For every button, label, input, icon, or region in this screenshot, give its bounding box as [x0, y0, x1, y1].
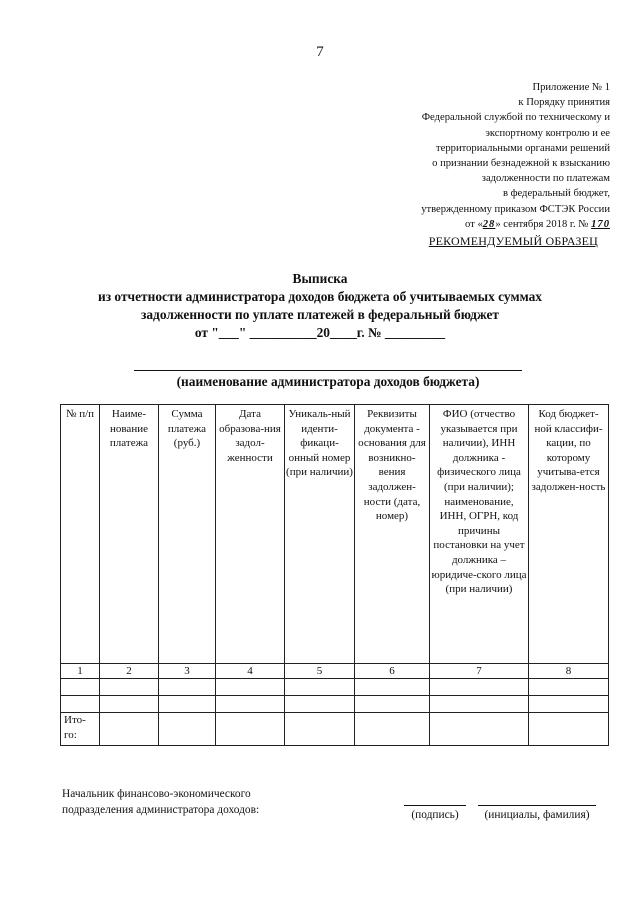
- table-cell: [430, 679, 529, 696]
- date-middle: » сентября 2018 г. №: [495, 218, 592, 230]
- table-cell: [159, 696, 216, 713]
- table-header-row: [61, 405, 609, 664]
- table-cell: [61, 679, 100, 696]
- handwritten-day: 28: [482, 218, 496, 230]
- appendix-block: [360, 80, 610, 232]
- table-total-row: [61, 713, 609, 746]
- column-number: 2: [100, 664, 159, 679]
- table-cell: [216, 713, 285, 746]
- column-number: 5: [285, 664, 355, 679]
- table-cell: [159, 679, 216, 696]
- table-cell: [159, 713, 216, 746]
- table-cell: [100, 713, 159, 746]
- title-line-1: Выписка: [292, 271, 348, 286]
- appendix-line: в федеральный бюджет,: [502, 188, 610, 200]
- page-number: 7: [316, 44, 324, 60]
- table-cell: [285, 713, 355, 746]
- appendix-line: Приложение № 1: [532, 82, 610, 93]
- table-cell: [216, 696, 285, 713]
- name-caption: (инициалы, фамилия): [484, 809, 590, 821]
- table-numbering-row: [61, 664, 609, 679]
- header-cell: Реквизиты документа - основания для возникно-вения задолжен-ности (дата, номер): [355, 405, 430, 664]
- admin-name-line: [134, 370, 522, 371]
- table-cell: [61, 696, 100, 713]
- column-number: 8: [529, 664, 609, 679]
- table-cell: [529, 713, 609, 746]
- table-cell: [355, 679, 430, 696]
- title-line-4: от "___" __________20____г. № _________: [194, 325, 446, 340]
- table-cell: [529, 679, 609, 696]
- column-number: 7: [430, 664, 529, 679]
- table-cell: [216, 679, 285, 696]
- column-number: 4: [216, 664, 285, 679]
- table-cell: [285, 679, 355, 696]
- handwritten-order-number: 170: [591, 218, 610, 230]
- recommended-sample-label: РЕКОМЕНДУЕМЫЙ ОБРАЗЕЦ: [428, 234, 598, 248]
- appendix-line: экспортному контролю и ее: [485, 127, 610, 139]
- appendix-line: территориальными органами решений: [436, 142, 610, 154]
- total-label: Ито-го:: [61, 713, 100, 746]
- signature-line: [404, 805, 466, 806]
- table-cell: [100, 696, 159, 713]
- table-cell: [100, 679, 159, 696]
- column-number: 3: [159, 664, 216, 679]
- header-cell: Дата образова-ния задол-женности: [216, 405, 285, 664]
- date-prefix: от «: [465, 218, 483, 230]
- column-number: 1: [61, 664, 100, 679]
- document-title: [20, 270, 620, 342]
- signer-line-2: подразделения администратора доходов:: [62, 804, 260, 816]
- table-cell: [285, 696, 355, 713]
- header-cell: Код бюджет-ной классифи-кации, по которому учитыва-ется задолжен-ность: [529, 405, 609, 664]
- statement-table: [60, 404, 609, 746]
- table-cell: [529, 696, 609, 713]
- table-cell: [430, 696, 529, 713]
- appendix-line: Федеральной службой по техническому и: [421, 112, 610, 124]
- name-line: [478, 805, 596, 806]
- table-cell: [355, 713, 430, 746]
- header-cell: Наиме-нование платежа: [100, 405, 159, 664]
- header-cell: Уникаль-ный иденти-фикаци-онный номер (при наличии): [285, 405, 355, 664]
- signer-title: [62, 786, 382, 818]
- appendix-line: о признании безнадежной к взысканию: [432, 158, 610, 170]
- header-cell: № п/п: [61, 405, 100, 664]
- admin-name-caption: (наименование администратора доходов бюджета): [176, 374, 480, 389]
- header-cell: ФИО (отчество указывается при наличии), ИНН должника - физического лица (при наличии); наименование, ИНН, ОГРН, код причины постановки на учет должника – юридиче-ского лица (при наличии): [430, 405, 529, 664]
- header-cell: Сумма платежа (руб.): [159, 405, 216, 664]
- column-number: 6: [355, 664, 430, 679]
- table-row: [61, 679, 609, 696]
- signer-line-1: Начальник финансово-экономического: [62, 788, 251, 800]
- table-cell: [355, 696, 430, 713]
- appendix-line: задолженности по платежам: [481, 173, 610, 185]
- signature-caption: (подпись): [411, 809, 459, 821]
- title-line-2: из отчетности администратора доходов бюджета об учитываемых суммах: [97, 289, 542, 304]
- title-line-3: задолженности по уплате платежей в федеральный бюджет: [140, 307, 499, 322]
- appendix-date-line: [360, 217, 610, 232]
- table-row: [61, 696, 609, 713]
- appendix-line: к Порядку принятия: [518, 97, 610, 109]
- appendix-line: утвержденному приказом ФСТЭК России: [421, 203, 610, 215]
- table-cell: [430, 713, 529, 746]
